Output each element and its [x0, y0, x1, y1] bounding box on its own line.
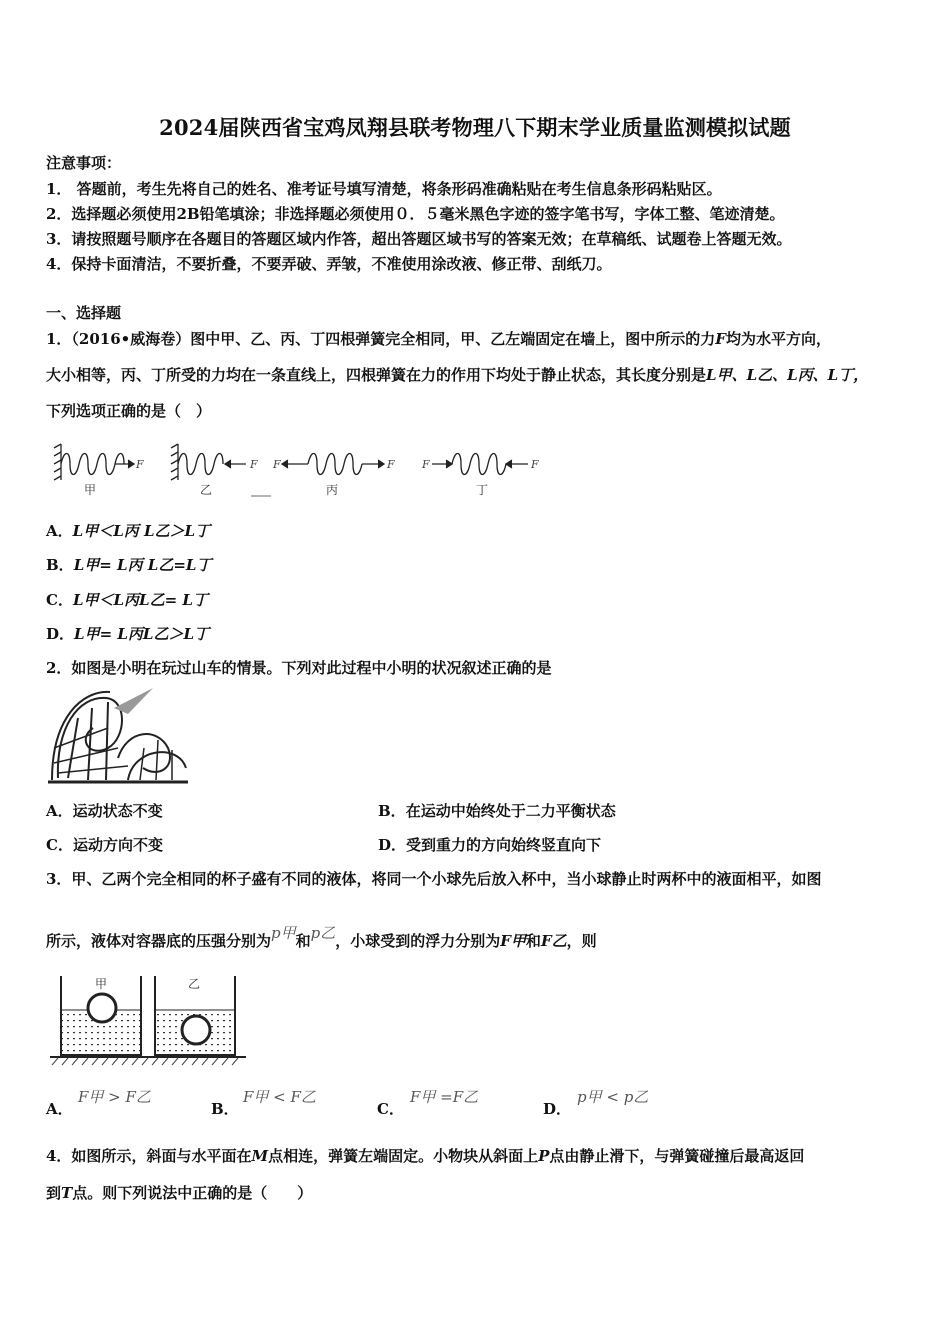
q2-option-d: D．受到重力的方向始终竖直向下: [378, 836, 602, 854]
q1-option-a: A．L甲＜L丙 L乙＞L丁: [46, 522, 211, 540]
q3-option-d-label: D．: [543, 1100, 572, 1118]
force-label: F: [273, 458, 281, 471]
q2-option-a: A．运动状态不变: [46, 802, 163, 820]
section-heading: 一、选择题: [46, 304, 122, 322]
q3-line2: 所示，液体对容器底的压强分别为p甲和p乙，小球受到的浮力分别为F甲和F乙，则: [46, 924, 597, 950]
ball-jia: [88, 994, 116, 1022]
arrow-head: [128, 460, 134, 468]
spring-coil: [61, 454, 124, 475]
q3-option-a-formula: F甲 > F乙: [78, 1088, 151, 1106]
force-label: F: [531, 458, 539, 471]
cup-label-jia: 甲: [95, 977, 108, 991]
wall-hatch: [54, 444, 61, 480]
cups-figure: [48, 970, 248, 1066]
q1-option-b: B．L甲= L丙 L乙=L丁: [46, 556, 212, 574]
springs-figure: [46, 436, 546, 500]
q2-stem: 2．如图是小明在玩过山车的情景。下列对此过程中小明的状况叙述正确的是: [46, 659, 552, 677]
notice-item: 3．请按照题号顺序在各题目的答题区域内作答，超出答题区域书写的答案无效；在草稿纸、试题卷上答题无效。: [46, 230, 792, 248]
figure-label-ding: 丁: [476, 483, 489, 497]
roller-coaster-image: [48, 688, 188, 784]
notice-item: 1． 答题前，考生先将自己的姓名、准考证号填写清楚，将条形码准确粘贴在考生信息条形码粘贴区。: [46, 180, 722, 198]
cup-label-yi: 乙: [188, 977, 201, 991]
q1-line1: 1．（2016•威海卷）图中甲、乙、丙、丁四根弹簧完全相同，甲、乙左端固定在墙上，图中所示的力F均为水平方向，: [46, 330, 831, 348]
q1-option-d: D．L甲= L丙L乙＞L丁: [46, 625, 209, 643]
page-title: 2024届陕西省宝鸡凤翔县联考物理八下期末学业质量监测模拟试题: [159, 115, 791, 140]
figure-label-jia: 甲: [84, 483, 97, 497]
q1-line3: 下列选项正确的是（ ）: [46, 402, 212, 420]
q3-option-c-formula: F甲 =F乙: [410, 1088, 479, 1106]
arrow-head: [446, 460, 452, 468]
q2-option-b: B．在运动中始终处于二力平衡状态: [378, 802, 616, 820]
force-label: F: [250, 458, 258, 471]
spring-coil: [178, 454, 223, 475]
force-label: F: [136, 458, 144, 471]
q3-option-a-label: A．: [46, 1100, 73, 1118]
spring-coil: [452, 454, 506, 475]
q3-line1: 3．甲、乙两个完全相同的杯子盛有不同的液体，将同一个小球先后放入杯中，当小球静止时两杯中的液面相平，如图: [46, 870, 822, 888]
arrow-head: [282, 460, 288, 468]
spring-coil: [308, 454, 362, 475]
arrow-head: [378, 460, 384, 468]
q1-line2: 大小相等，丙、丁所受的力均在一条直线上，四根弹簧在力的作用下均处于静止状态，其长度分别是L甲、L乙、L丙、L丁，: [46, 366, 869, 384]
force-label: F: [387, 458, 395, 471]
q1-option-c: C．L甲＜L丙L乙= L丁: [46, 591, 208, 609]
arrow-head: [225, 460, 231, 468]
q3-option-c-label: C．: [377, 1100, 404, 1118]
arrow-head: [506, 460, 512, 468]
ball-yi: [182, 1016, 210, 1044]
figure-label-bing: 丙: [326, 483, 339, 497]
q3-option-d-formula: p甲 < p乙: [577, 1088, 649, 1106]
notice-item: 2．选择题必须使用2B铅笔填涂；非选择题必须使用０．５毫米黑色字迹的签字笔书写，字体工整、笔迹清楚。: [46, 205, 785, 223]
notice-item: 4．保持卡面清洁，不要折叠，不要弄破、弄皱，不准使用涂改液、修正带、刮纸刀。: [46, 255, 612, 273]
notice-heading: 注意事项：: [46, 154, 122, 172]
ground-hatch: [52, 1058, 238, 1065]
wall-hatch: [171, 444, 178, 480]
figure-label-yi: 乙: [200, 483, 213, 497]
q2-option-c: C．运动方向不变: [46, 836, 163, 854]
force-label: F: [422, 458, 430, 471]
q4-line2: 到T点。则下列说法中正确的是（ ）: [46, 1184, 313, 1202]
q3-option-b-formula: F甲 < F乙: [243, 1088, 316, 1106]
q3-option-b-label: B．: [211, 1100, 239, 1118]
q4-line1: 4．如图所示，斜面与水平面在M点相连，弹簧左端固定。小物块从斜面上P点由静止滑下，与弹簧碰撞后最高返回: [46, 1147, 805, 1165]
